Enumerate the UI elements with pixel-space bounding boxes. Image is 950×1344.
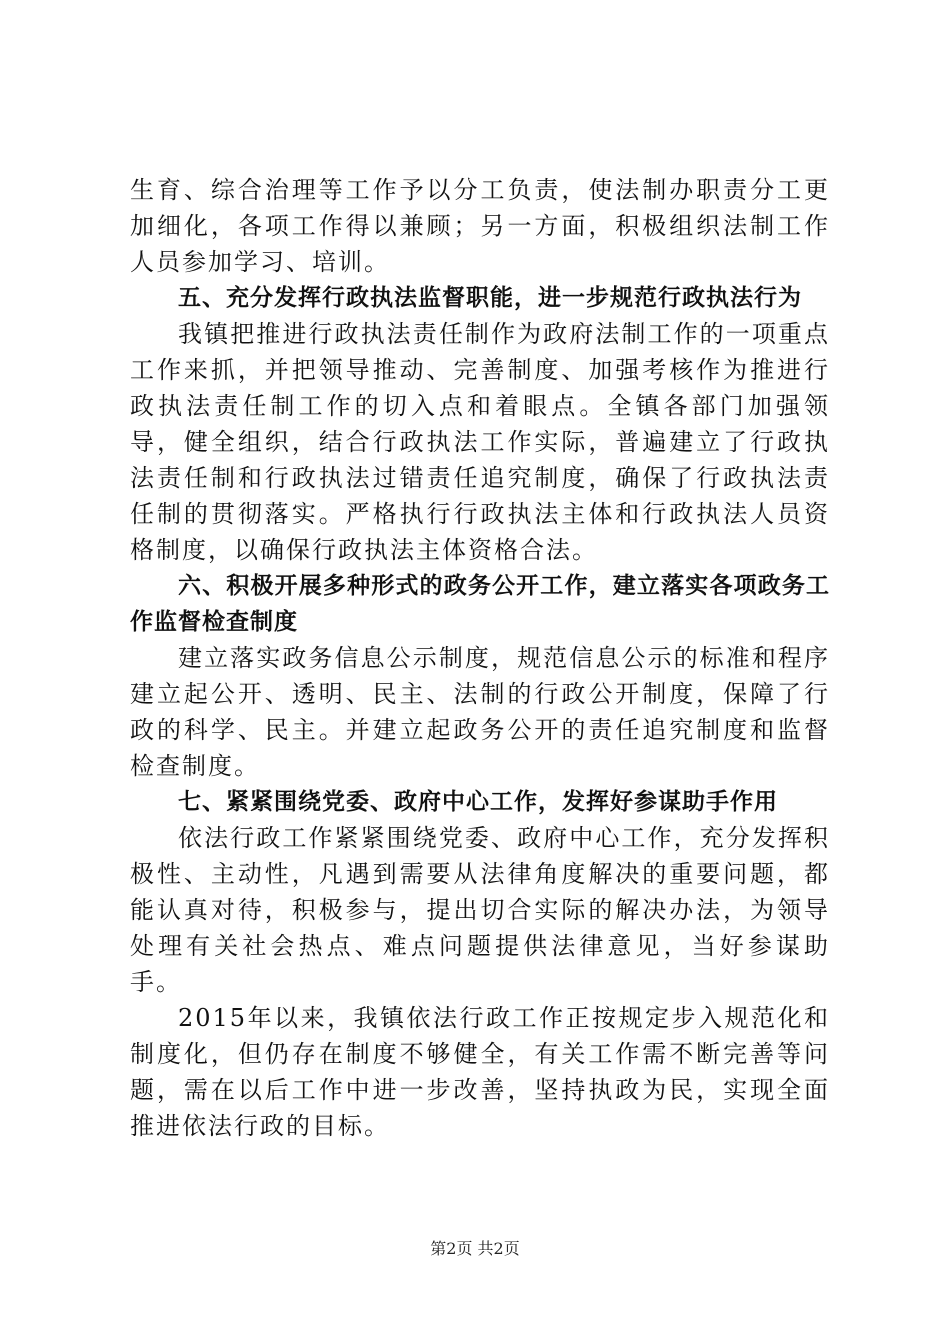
document-body <box>130 172 830 1144</box>
paragraph-section-6: 建立落实政务信息公示制度，规范信息公示的标准和程序建立起公开、透明、民主、法制的行政公开制度，保障了行政的科学、民主。并建立起政务公开的责任追究制度和监督检查制度。 <box>130 644 830 780</box>
paragraph-section-5: 我镇把推进行政执法责任制作为政府法制工作的一项重点工作来抓，并把领导推动、完善制度、加强考核作为推进行政执法责任制工作的切入点和着眼点。全镇各部门加强领导，健全组织，结合行政执法工作实际，普遍建立了行政执法责任制和行政执法过错责任追究制度，确保了行政执法责任制的贯彻落实。严格执行行政执法主体和行政执法人员资格制度，以确保行政执法主体资格合法。 <box>130 320 830 564</box>
section-heading-6: 六、积极开展多种形式的政务公开工作，建立落实各项政务工作监督检查制度 <box>130 573 830 635</box>
page-number-footer: 第2页 共2页 <box>430 1239 520 1258</box>
paragraph-continued: 生育、综合治理等工作予以分工负责，使法制办职责分工更加细化，各项工作得以兼顾；另一方面，积极组织法制工作人员参加学习、培训。 <box>130 176 830 276</box>
paragraph-section-7: 依法行政工作紧紧围绕党委、政府中心工作，充分发挥积极性、主动性，凡遇到需要从法律角度解决的重要问题，都能认真对待，积极参与，提出切合实际的解决办法，为领导处理有关社会热点、难点问题提供法律意见，当好参谋助手。 <box>130 824 830 996</box>
paragraph-conclusion: 2015年以来，我镇依法行政工作正按规定步入规范化和制度化，但仍存在制度不够健全，有关工作需不断完善等问题，需在以后工作中进一步改善，坚持执政为民，实现全面推进依法行政的目标。 <box>130 1004 830 1140</box>
section-heading-5: 五、充分发挥行政执法监督职能，进一步规范行政执法行为 <box>178 285 802 311</box>
section-heading-7: 七、紧紧围绕党委、政府中心工作，发挥好参谋助手作用 <box>178 789 778 815</box>
